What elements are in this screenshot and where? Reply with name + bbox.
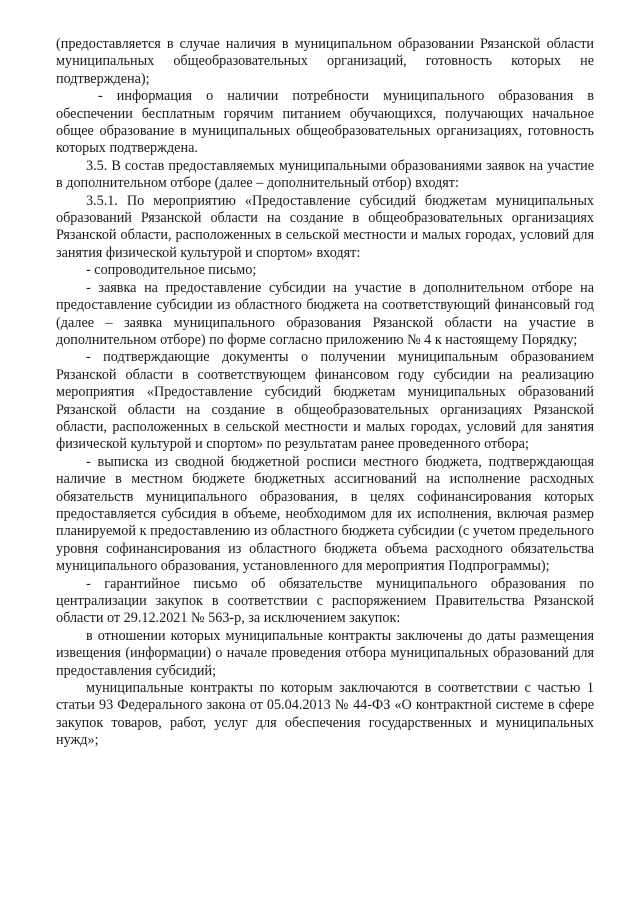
- paragraph-continuation: (предоставляется в случае наличия в муниципальном образовании Рязанской области муниципальных общеобразовательных организаций, готовность которых не подтверждена);: [56, 36, 594, 87]
- list-item-guarantee-letter: - гарантийное письмо об обязательстве муниципального образования по централизации закупок в соответствии с распоряжением Правительства Рязанской области от 29.12.2021 № 563-р, за исключением закупок:: [56, 575, 594, 627]
- list-item-budget-extract: - выписка из сводной бюджетной росписи местного бюджета, подтверждающая наличие в местном бюджете бюджетных ассигнований на исполнение расходных обязательств муниципального образования, в целях софинансирования которых предоставляется субсидия в объеме, необходимом для их исполнения, включая размер планируемой к предоставлению из областного бюджета субсидии (с учетом предельного уровня софинансирования из областного бюджета объема расходного обязательства муниципального образования, установленного для мероприятия Подпрограммы);: [56, 453, 594, 575]
- paragraph-hot-meals-info: - информация о наличии потребности муниципального образования в обеспечении бесплатным горячим питанием обучающихся, получающих начальное общее образование в муниципальных общеобразовательных организациях, готовность которых подтверждена.: [56, 88, 594, 157]
- document-page: [56, 36, 594, 750]
- paragraph-3-5: 3.5. В состав предоставляемых муниципальными образованиями заявок на участие в дополнительном отборе (далее – дополнительный отбор) входят:: [56, 157, 594, 192]
- list-item-contracts-concluded: в отношении которых муниципальные контракты заключены до даты размещения извещения (информации) о начале проведения отбора муниципальных образований для предоставления субсидий;: [56, 627, 594, 679]
- paragraph-3-5-1: 3.5.1. По мероприятию «Предоставление субсидий бюджетам муниципальных образований Рязанской области на создание в общеобразовательных организациях Рязанской области, расположенных в сельской местности и малых городах, условий для занятия физической культурой и спортом» входят:: [56, 192, 594, 261]
- list-item-cover-letter: - сопроводительное письмо;: [86, 262, 257, 279]
- list-item-contracts-article-93: муниципальные контракты по которым заключаются в соответствии с частью 1 статьи 93 Федерального закона от 05.04.2013 № 44-ФЗ «О контрактной системе в сфере закупок товаров, работ, услуг для обеспечения государственных и муниципальных нужд»;: [56, 680, 594, 749]
- list-item-application: - заявка на предоставление субсидии на участие в дополнительном отборе на предоставление субсидии из областного бюджета на соответствующий финансовый год (далее – заявка муниципального образования Рязанской области на участие в дополнительном отборе) по форме согласно приложению № 4 к настоящему Порядку;: [56, 279, 594, 348]
- list-item-supporting-documents: - подтверждающие документы о получении муниципальным образованием Рязанской области в соответствующем финансовом году субсидии на реализацию мероприятия «Предоставление субсидий бюджетам муниципальных образований Рязанской области на создание в общеобразовательных организациях Рязанской области, расположенных в сельской местности и малых городах, условий для занятия физической культурой и спортом» по результатам ранее проведенного отбора;: [56, 349, 594, 453]
